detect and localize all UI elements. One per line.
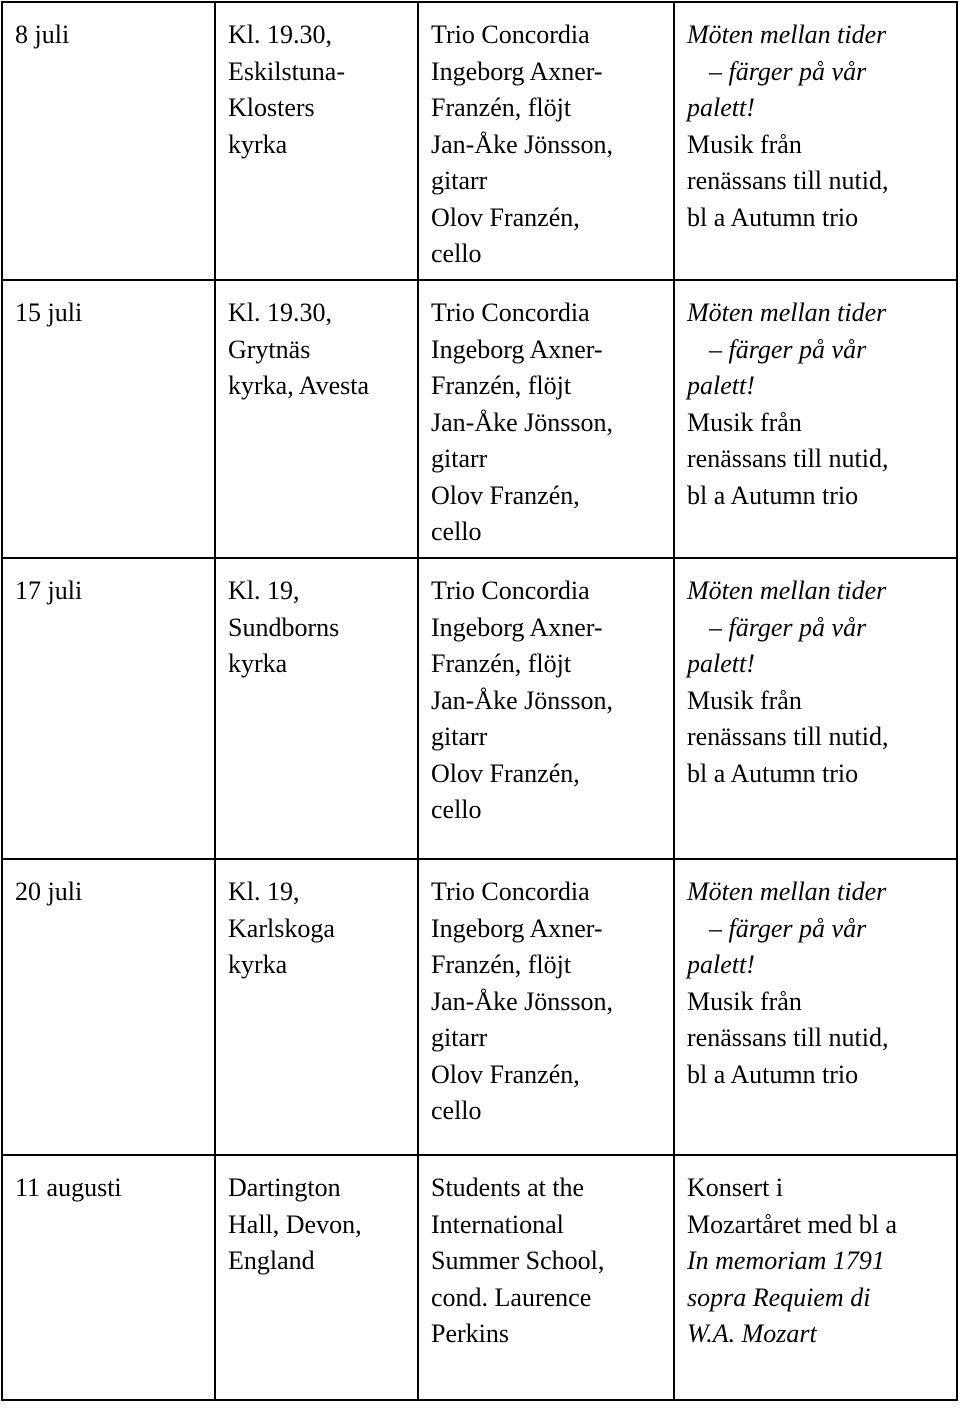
- performer-line: Ingeborg Axner-: [431, 612, 603, 642]
- performer-line: Students at the: [431, 1173, 585, 1202]
- concert-date: 15 juli: [15, 298, 83, 327]
- performer-line: Ingeborg Axner-: [431, 56, 603, 86]
- table-row: [2, 280, 957, 558]
- performer-line: gitarr: [431, 166, 488, 195]
- program-cell: [674, 2, 957, 280]
- place-line: Hall, Devon,: [228, 1209, 362, 1239]
- concert-date: 8 juli: [15, 20, 70, 49]
- place-cell: [215, 558, 418, 859]
- performer-line: gitarr: [431, 1023, 488, 1052]
- program-title-line: palett!: [687, 950, 755, 979]
- program-title-line: – färger på vår: [709, 913, 867, 943]
- program-line: Konsert i: [687, 1173, 784, 1202]
- place-line: kyrka: [228, 649, 288, 678]
- performer-line: Perkins: [431, 1319, 509, 1348]
- program-title-line: palett!: [687, 93, 755, 122]
- program-title-line: – färger på vår: [709, 56, 867, 86]
- performer-line: Trio Concordia: [431, 877, 590, 906]
- performers-cell: [418, 859, 674, 1155]
- place-cell: [215, 859, 418, 1155]
- program-cell: [674, 1155, 957, 1400]
- program-line: bl a Autumn trio: [687, 202, 859, 232]
- program-cell: [674, 280, 957, 558]
- performers-cell: [418, 1155, 674, 1400]
- table-row: [2, 2, 957, 280]
- program-title-line: Möten mellan tider: [687, 298, 887, 327]
- performer-line: gitarr: [431, 722, 488, 751]
- program-title-line: palett!: [687, 371, 755, 400]
- place-line: Kl. 19,: [228, 576, 300, 605]
- date-cell: [2, 280, 215, 558]
- place-line: kyrka: [228, 950, 288, 979]
- performer-line: cond. Laurence: [431, 1282, 592, 1312]
- performer-line: International: [431, 1209, 564, 1239]
- program-cell: [674, 859, 957, 1155]
- performer-line: Trio Concordia: [431, 20, 590, 49]
- performer-line: cello: [431, 1096, 482, 1125]
- program-line: renässans till nutid,: [687, 722, 889, 751]
- concert-date: 17 juli: [15, 576, 83, 605]
- concert-date: 11 augusti: [15, 1173, 122, 1202]
- program-line: bl a Autumn trio: [687, 480, 859, 510]
- performer-line: gitarr: [431, 444, 488, 473]
- performer-line: Trio Concordia: [431, 576, 590, 605]
- table-row: [2, 1155, 957, 1400]
- performer-line: Ingeborg Axner-: [431, 334, 603, 364]
- performer-line: Franzén, flöjt: [431, 950, 572, 979]
- program-line: bl a Autumn trio: [687, 1059, 859, 1089]
- program-line: renässans till nutid,: [687, 444, 889, 473]
- performer-line: Franzén, flöjt: [431, 371, 572, 400]
- place-line: Grytnäs: [228, 334, 311, 364]
- date-cell: [2, 2, 215, 280]
- performer-line: Summer School,: [431, 1246, 605, 1275]
- program-line: Musik från: [687, 986, 802, 1016]
- program-title-line: sopra Requiem di: [687, 1282, 871, 1312]
- program-line: Musik från: [687, 407, 802, 437]
- program-line: Musik från: [687, 685, 802, 715]
- performers-cell: [418, 558, 674, 859]
- performer-line: Olov Franzén,: [431, 1059, 580, 1089]
- place-line: Kl. 19,: [228, 877, 300, 906]
- place-line: Kl. 19.30,: [228, 298, 332, 327]
- performer-line: cello: [431, 517, 482, 546]
- program-title-line: – färger på vår: [709, 334, 867, 364]
- date-cell: [2, 859, 215, 1155]
- performer-line: Jan-Åke Jönsson,: [431, 129, 613, 159]
- performer-line: Olov Franzén,: [431, 202, 580, 232]
- date-cell: [2, 1155, 215, 1400]
- performer-line: cello: [431, 239, 482, 268]
- performer-line: Franzén, flöjt: [431, 93, 572, 122]
- performers-cell: [418, 280, 674, 558]
- place-line: England: [228, 1246, 315, 1275]
- performer-line: Olov Franzén,: [431, 758, 580, 788]
- performer-line: Jan-Åke Jönsson,: [431, 986, 613, 1016]
- place-line: kyrka, Avesta: [228, 371, 370, 400]
- place-cell: [215, 1155, 418, 1400]
- concert-schedule-table: [1, 1, 958, 1401]
- program-title-line: Möten mellan tider: [687, 20, 887, 49]
- performer-line: Trio Concordia: [431, 298, 590, 327]
- place-cell: [215, 280, 418, 558]
- place-line: Klosters: [228, 93, 315, 122]
- place-line: Dartington: [228, 1173, 341, 1202]
- performers-cell: [418, 2, 674, 280]
- program-line: renässans till nutid,: [687, 166, 889, 195]
- place-line: Karlskoga: [228, 913, 335, 943]
- concert-date: 20 juli: [15, 877, 83, 906]
- place-line: Sundborns: [228, 612, 340, 642]
- place-cell: [215, 2, 418, 280]
- program-title-line: In memoriam 1791: [687, 1246, 885, 1275]
- program-cell: [674, 558, 957, 859]
- program-line: Musik från: [687, 129, 802, 159]
- performer-line: Jan-Åke Jönsson,: [431, 407, 613, 437]
- table-row: [2, 558, 957, 859]
- program-title-line: Möten mellan tider: [687, 877, 887, 906]
- table-row: [2, 859, 957, 1155]
- program-line: bl a Autumn trio: [687, 758, 859, 788]
- program-line: renässans till nutid,: [687, 1023, 889, 1052]
- performer-line: Jan-Åke Jönsson,: [431, 685, 613, 715]
- program-title-line: Möten mellan tider: [687, 576, 887, 605]
- performer-line: cello: [431, 795, 482, 824]
- date-cell: [2, 558, 215, 859]
- program-line: Mozartåret med bl a: [687, 1209, 898, 1239]
- place-line: Eskilstuna-: [228, 56, 345, 86]
- place-line: Kl. 19.30,: [228, 20, 332, 49]
- performer-line: Olov Franzén,: [431, 480, 580, 510]
- program-title-line: – färger på vår: [709, 612, 867, 642]
- performer-line: Ingeborg Axner-: [431, 913, 603, 943]
- place-line: kyrka: [228, 129, 288, 159]
- performer-line: Franzén, flöjt: [431, 649, 572, 678]
- program-title-line: palett!: [687, 649, 755, 678]
- program-title-line: W.A. Mozart: [687, 1319, 817, 1348]
